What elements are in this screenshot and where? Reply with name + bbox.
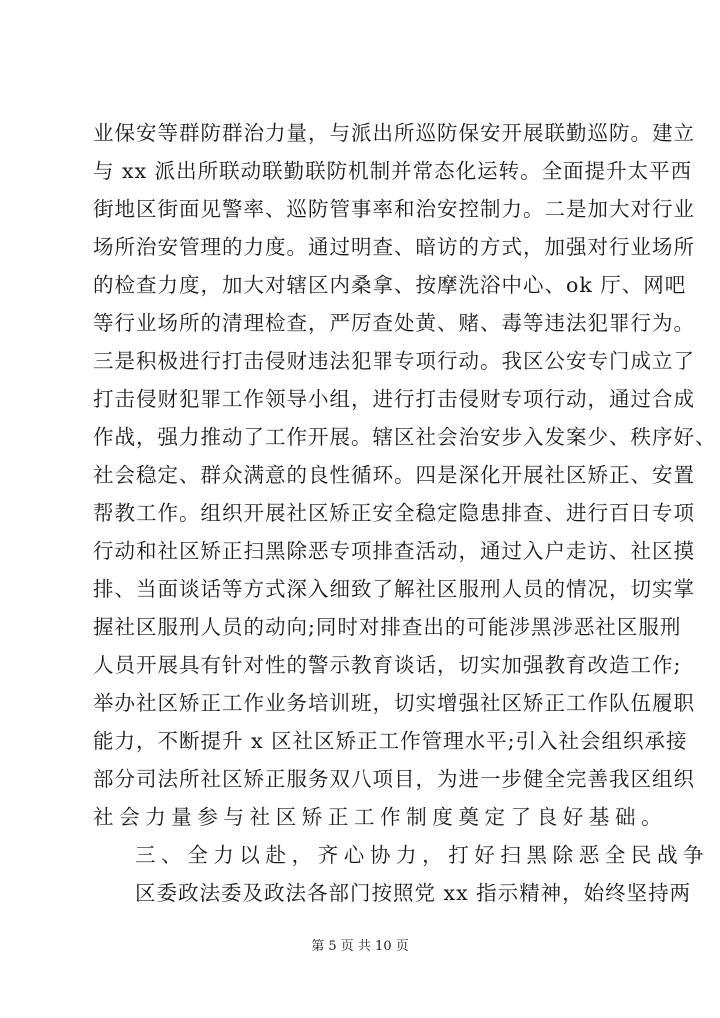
text-line: 区委政法委及政法各部门按照党 xx 指示精神，始终坚持两 [135,881,692,905]
text-line: 排、当面谈话等方式深入细致了解社区服刑人员的情况，切实掌 [93,577,695,601]
section-heading: 三、全力以赴，齐心协力，打好扫黑除恶全民战争 [135,843,710,867]
text-line: 行动和社区矫正扫黑除恶专项排查活动，通过入户走访、社区摸 [93,539,695,563]
text-line: 作战，强力推动了工作开展。辖区社会治安步入发案少、秩序好、 [93,425,717,449]
text-line: 场所治安管理的力度。通过明查、暗访的方式，加强对行业场所 [93,235,695,259]
text-line: 的检查力度，加大对辖区内桑拿、按摩洗浴中心、ok 厅、网吧 [93,273,687,297]
text-line: 打击侵财犯罪工作领导小组，进行打击侵财专项行动，通过合成 [93,387,695,411]
text-line: 举办社区矫正工作业务培训班，切实增强社区矫正工作队伍履职 [93,691,695,715]
document-body [93,114,717,912]
text-line: 与 xx 派出所联动联勤联防机制并常态化运转。全面提升太平西 [93,159,693,183]
text-line: 部分司法所社区矫正服务双八项目，为进一步健全完善我区组织 [93,767,695,791]
text-line: 街地区街面见警率、巡防管事率和治安控制力。二是加大对行业 [93,197,695,221]
text-line: 人员开展具有针对性的警示教育谈话，切实加强教育改造工作; [93,653,682,677]
text-line: 社会力量参与社区矫正工作制度奠定了良好基础。 [93,805,668,829]
text-line: 三是积极进行打击侵财违法犯罪专项行动。我区公安专门成立了 [93,349,695,373]
text-line: 业保安等群防群治力量，与派出所巡防保安开展联勤巡防。建立 [93,121,695,145]
text-line: 能力，不断提升 x 区社区矫正工作管理水平;引入社会组织承接 [93,729,688,753]
text-line: 社会稳定、群众满意的良性循环。四是深化开展社区矫正、安置 [93,463,695,487]
text-line: 帮教工作。组织开展社区矫正安全稳定隐患排查、进行百日专项 [93,501,695,525]
text-line: 等行业场所的清理检查，严厉查处黄、赌、毒等违法犯罪行为。 [93,311,695,335]
text-line: 握社区服刑人员的动向;同时对排查出的可能涉黑涉恶社区服刑 [93,615,682,639]
page-number-footer: 第 5 页 共 10 页 [311,939,409,954]
